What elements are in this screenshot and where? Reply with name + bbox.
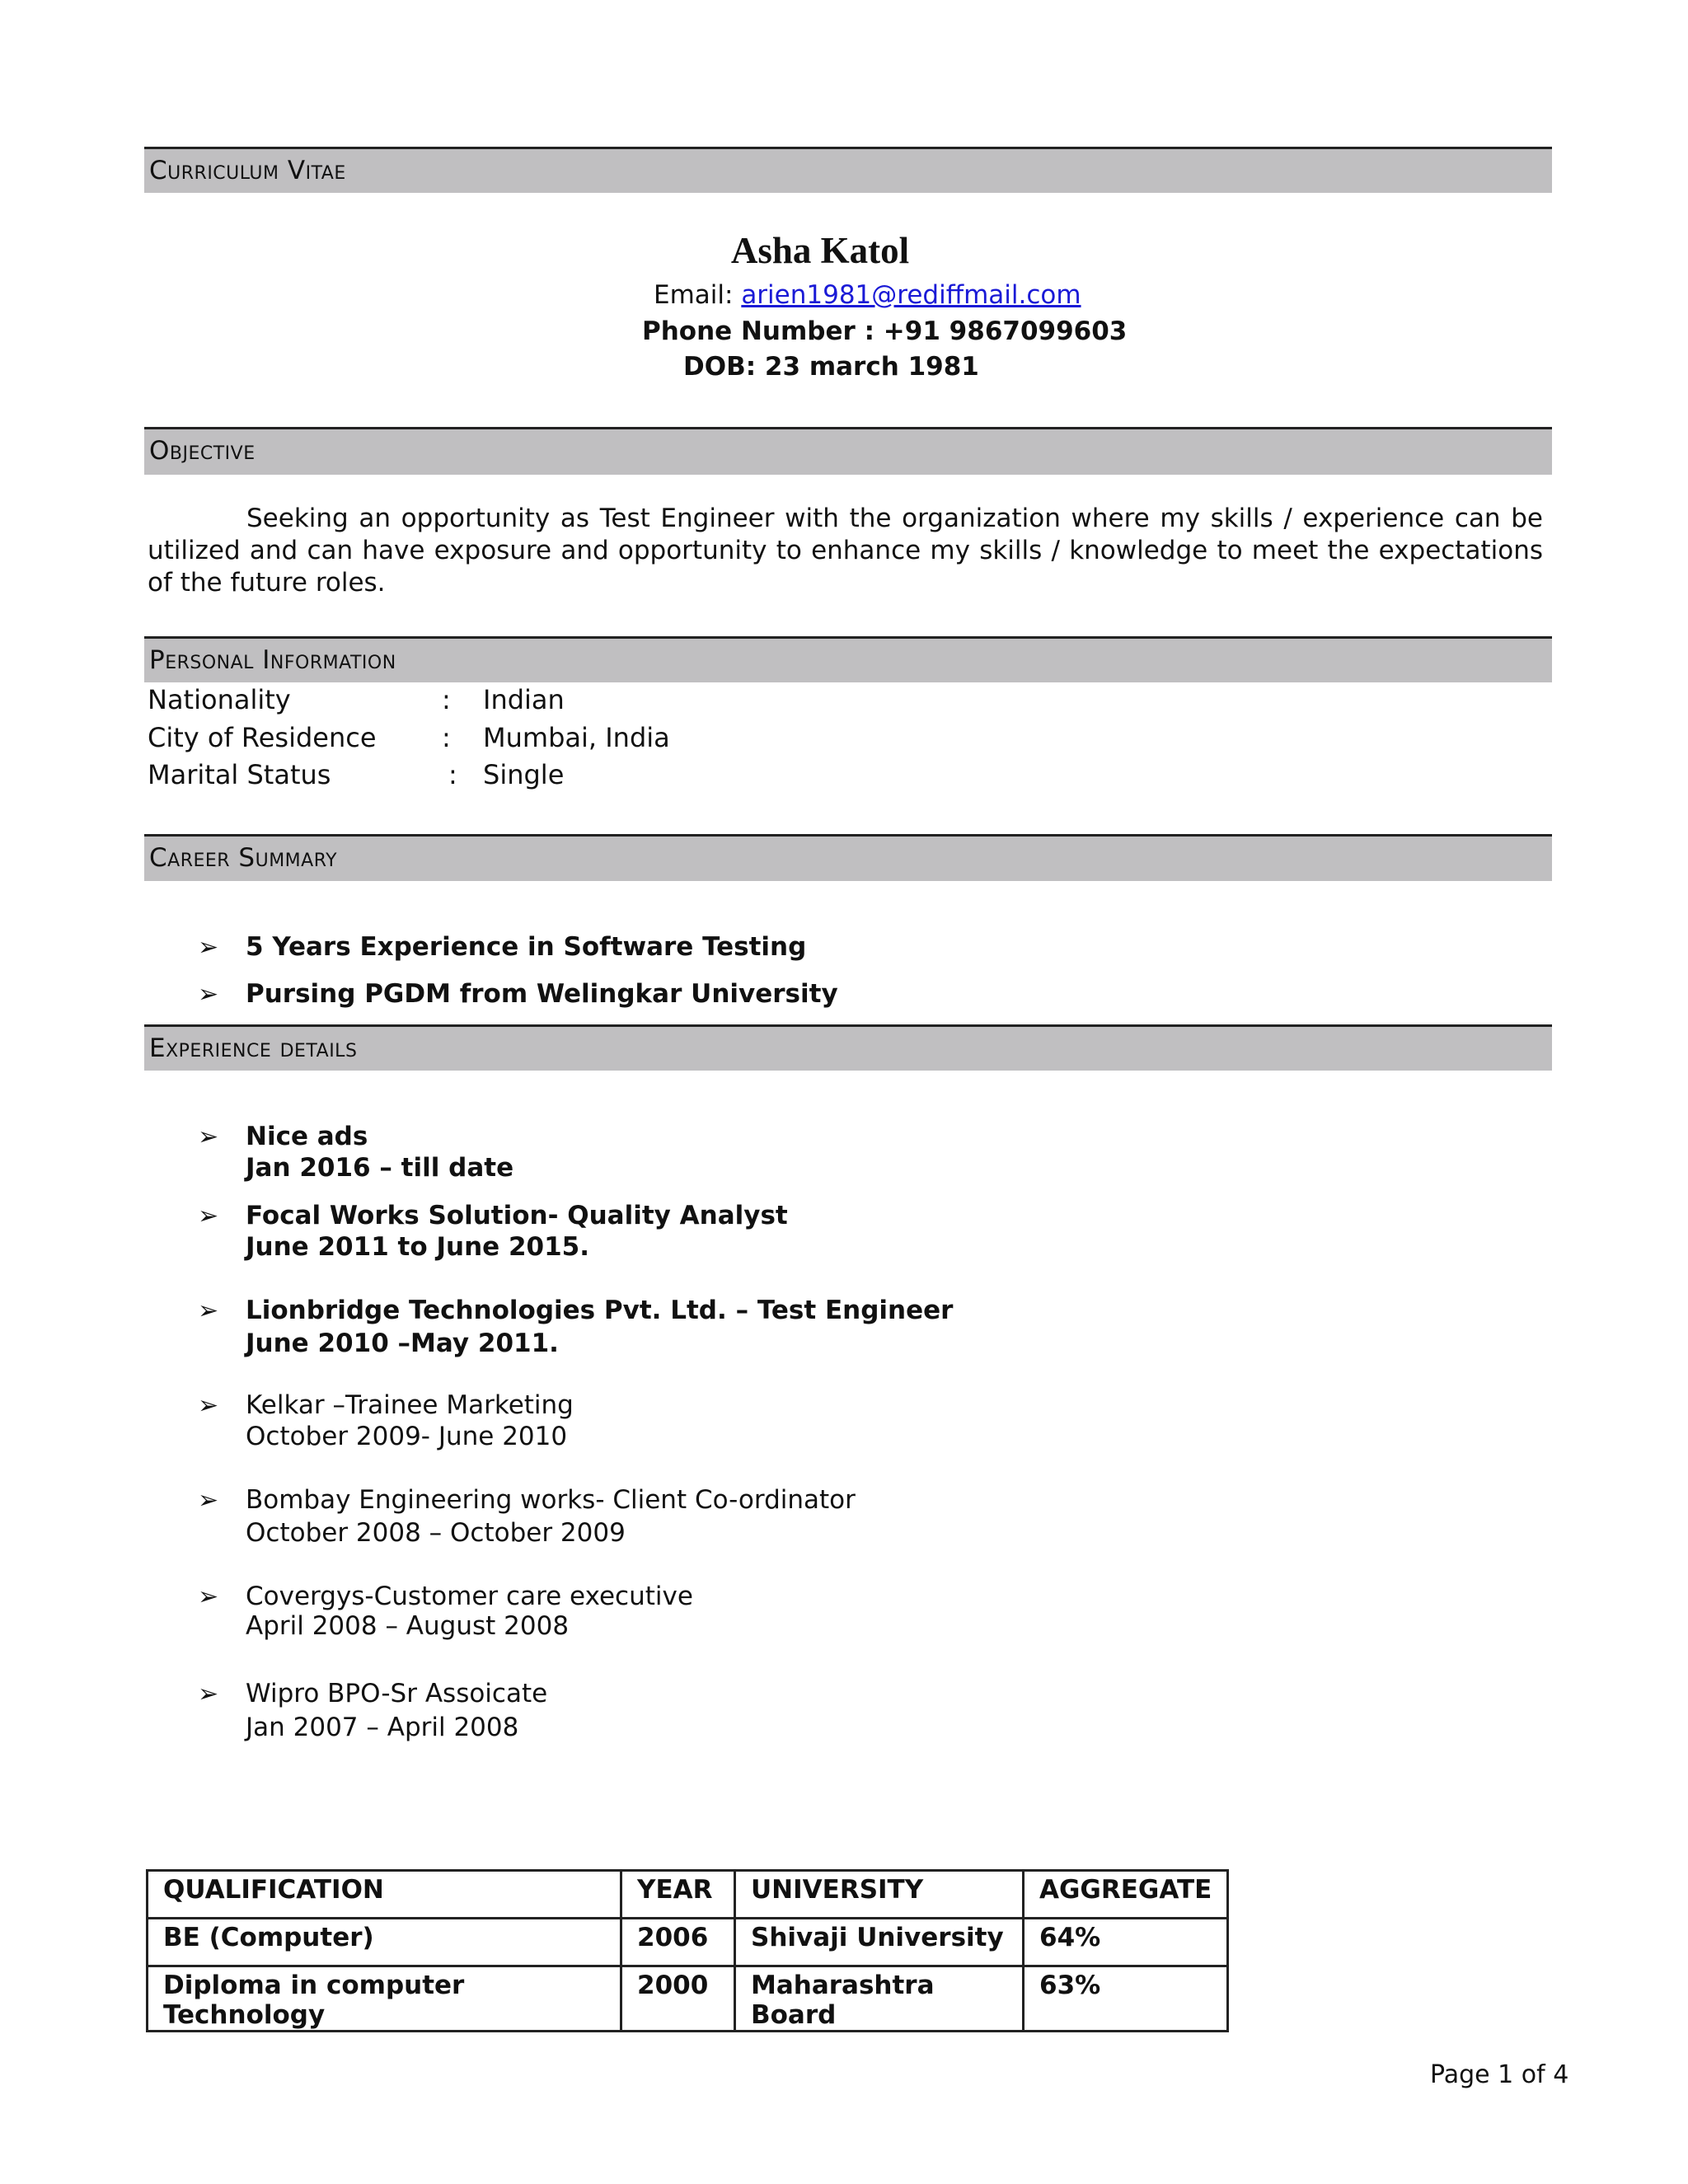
experience-title: Wipro BPO-Sr Assoicate	[246, 1679, 548, 1708]
career-item-text: Pursing PGDM from Welingkar University	[246, 979, 838, 1009]
info-colon: :	[442, 722, 451, 753]
section-title: Career Summary	[149, 843, 338, 873]
table-cell: Maharashtra Board	[735, 1966, 1024, 2032]
experience-period: June 2011 to June 2015.	[246, 1232, 590, 1262]
table-cell: 64%	[1024, 1919, 1228, 1966]
phone-number: Phone Number : +91 9867099603	[642, 316, 1128, 346]
info-label: Nationality	[148, 684, 291, 715]
experience-period: Jan 2016 – till date	[246, 1153, 514, 1183]
objective-text: Seeking an opportunity as Test Engineer with the organization where my skills / experience can be utilized and can have exposure and opportunity to enhance my skills / knowledge to meet the expectations of the future roles.	[148, 504, 1543, 598]
arrow-bullet-icon: ➢	[198, 1122, 219, 1151]
arrow-bullet-icon: ➢	[198, 1202, 219, 1230]
email-label: Email:	[654, 280, 742, 310]
experience-title: Focal Works Solution- Quality Analyst	[246, 1201, 788, 1230]
info-value: Single	[483, 759, 565, 790]
section-title: Personal Information	[149, 645, 396, 675]
info-value: Mumbai, India	[483, 722, 670, 753]
section-title: Curriculum Vitae	[149, 156, 346, 185]
info-row-marital-status	[148, 759, 564, 790]
section-header-personal-information	[144, 636, 1552, 682]
section-header-experience-details	[144, 1024, 1552, 1071]
info-row-nationality	[148, 684, 565, 715]
info-row-city-of-residence	[148, 722, 670, 753]
section-header-objective	[144, 427, 1552, 475]
table-cell: Shivaji University	[735, 1919, 1024, 1966]
page-number: Page 1 of 4	[1430, 2060, 1569, 2089]
table-header-cell: QUALIFICATION	[148, 1871, 621, 1919]
table-header-cell: UNIVERSITY	[735, 1871, 1024, 1919]
experience-title: Nice ads	[246, 1122, 368, 1151]
experience-period: Jan 2007 – April 2008	[246, 1713, 519, 1742]
candidate-name: Asha Katol	[730, 230, 910, 271]
info-value: Indian	[483, 684, 565, 715]
experience-period: April 2008 – August 2008	[246, 1611, 570, 1641]
experience-title: Covergys-Customer care executive	[246, 1582, 693, 1611]
info-colon: :	[442, 684, 451, 715]
section-title: Objective	[149, 436, 256, 466]
table-cell: 2006	[621, 1919, 735, 1966]
objective-paragraph	[148, 503, 1543, 599]
experience-title: Lionbridge Technologies Pvt. Ltd. – Test Engineer	[246, 1296, 954, 1325]
table-row	[148, 1919, 1228, 1966]
table-header-row	[148, 1871, 1228, 1919]
table-cell: Diploma in computer Technology	[148, 1966, 621, 2032]
table-row	[148, 1966, 1228, 2032]
table-cell: 2000	[621, 1966, 735, 2032]
experience-period: June 2010 –May 2011.	[246, 1329, 559, 1358]
section-header-career-summary	[144, 834, 1552, 881]
table-cell: 63%	[1024, 1966, 1228, 2032]
table-header-cell: YEAR	[621, 1871, 735, 1919]
career-item-text: 5 Years Experience in Software Testing	[246, 932, 807, 962]
arrow-bullet-icon: ➢	[198, 1486, 219, 1515]
experience-title: Bombay Engineering works- Client Co-ordinator	[246, 1485, 856, 1515]
arrow-bullet-icon: ➢	[198, 1582, 219, 1611]
info-label: City of Residence	[148, 722, 377, 753]
info-colon: :	[448, 759, 457, 790]
experience-period: October 2008 – October 2009	[246, 1518, 626, 1548]
table-header-cell: AGGREGATE	[1024, 1871, 1228, 1919]
date-of-birth: DOB: 23 march 1981	[683, 352, 979, 382]
email-line	[654, 280, 1081, 310]
arrow-bullet-icon: ➢	[198, 1391, 219, 1420]
arrow-bullet-icon: ➢	[198, 980, 219, 1009]
qualification-table	[146, 1869, 1229, 2032]
experience-period: October 2009- June 2010	[246, 1422, 568, 1451]
experience-title: Kelkar –Trainee Marketing	[246, 1390, 574, 1420]
email-link[interactable]: arien1981@rediffmail.com	[741, 280, 1081, 310]
section-title: Experience details	[149, 1033, 358, 1063]
arrow-bullet-icon: ➢	[198, 1296, 219, 1325]
info-label: Marital Status	[148, 759, 331, 790]
arrow-bullet-icon: ➢	[198, 933, 219, 962]
arrow-bullet-icon: ➢	[198, 1680, 219, 1708]
table-cell: BE (Computer)	[148, 1919, 621, 1966]
section-header-curriculum-vitae	[144, 147, 1552, 193]
